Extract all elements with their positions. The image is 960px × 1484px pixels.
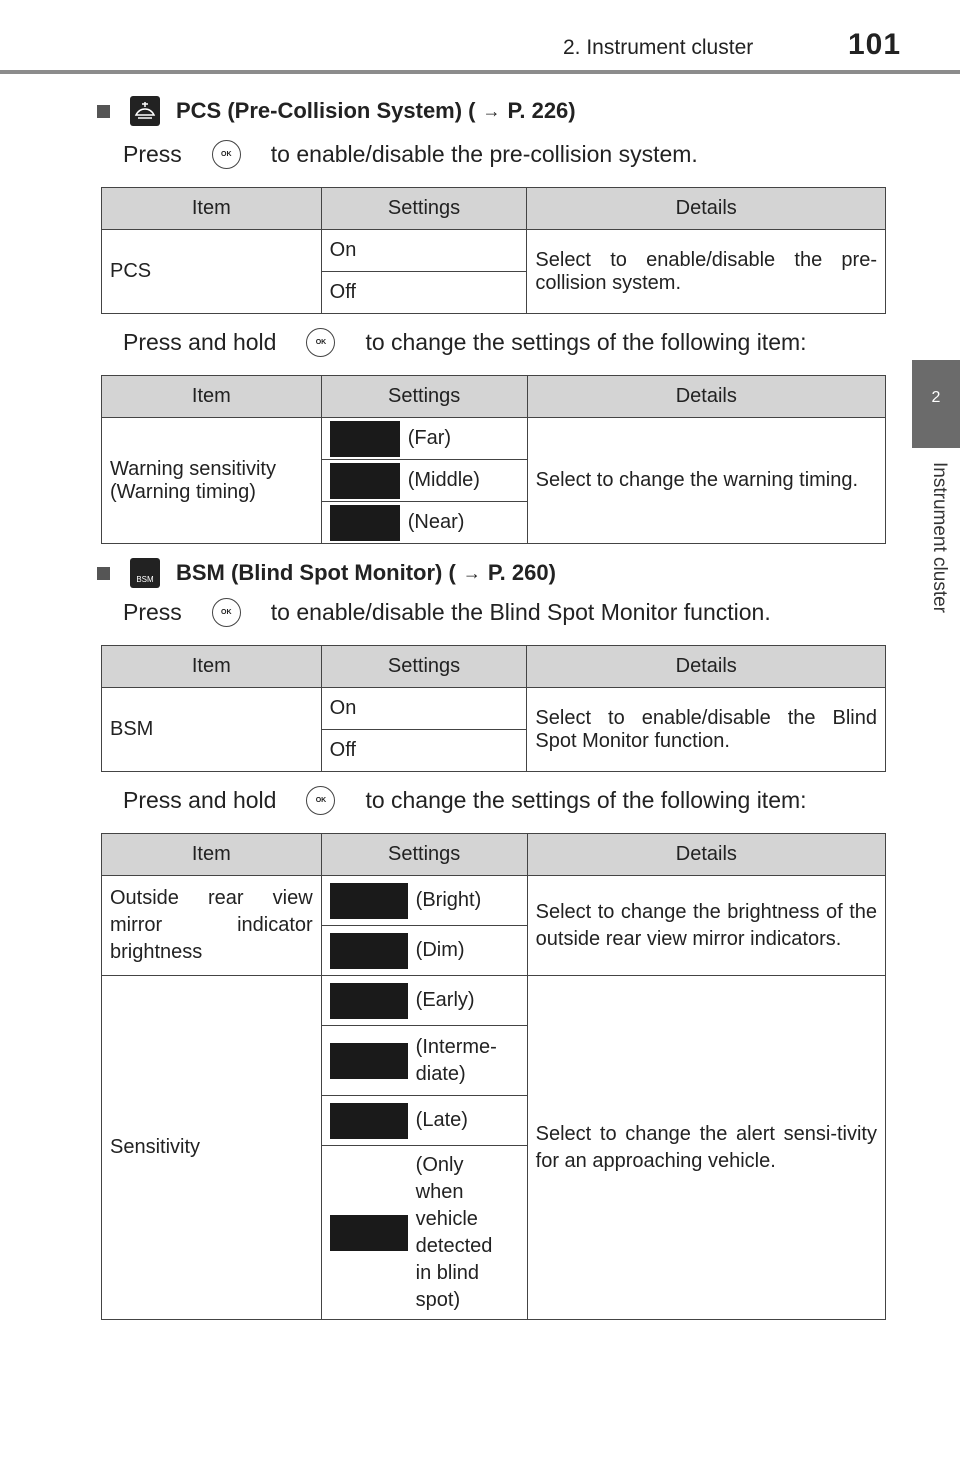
bsm-hold-line: [123, 786, 807, 815]
arrow-icon: →: [482, 100, 501, 121]
col-header-settings: Settings: [321, 834, 527, 876]
setting-cell: On: [321, 230, 527, 272]
ok-button-icon: OK: [306, 328, 335, 357]
sensitivity-early-icon: [330, 983, 408, 1019]
setting-label: (Only when vehicle detected in blind spot): [415, 1153, 493, 1311]
pcs-heading-text: PCS (Pre-Collision System) (: [176, 98, 476, 123]
setting-cell: On: [321, 688, 527, 730]
press-hold-text: Press and hold: [123, 787, 277, 813]
ok-button-icon: OK: [306, 786, 335, 815]
bsm-page-ref: P. 260): [487, 560, 556, 585]
ok-button-icon: OK: [212, 598, 241, 627]
col-header-item: Item: [102, 188, 322, 230]
setting-cell: Off: [321, 272, 527, 314]
setting-label: (Near): [407, 511, 465, 533]
header-rule: [0, 70, 960, 74]
details-cell: Select to enable/disable the Blind Spot Monitor function.: [527, 688, 886, 772]
details-cell: Select to change the warning timing.: [527, 418, 885, 544]
running-header: 2. Instrument cluster: [563, 36, 754, 59]
brightness-bright-icon: [330, 883, 408, 919]
col-header-details: Details: [527, 376, 885, 418]
item-cell: Outside rear view mirror indicator brightness: [102, 876, 322, 976]
pcs-page-ref: P. 226): [507, 98, 576, 123]
bsm-sensitivity-table: [101, 833, 886, 1320]
press-instruction: to enable/disable the pre-collision system.: [270, 141, 698, 167]
setting-cell: Off: [321, 730, 527, 772]
pcs-icon: [130, 96, 160, 126]
setting-label: (Bright): [415, 889, 482, 911]
chapter-tab: 2: [912, 360, 960, 448]
setting-label: (Middle): [407, 469, 480, 491]
setting-label: (Late): [415, 1109, 468, 1131]
sensitivity-intermediate-icon: [330, 1043, 408, 1079]
pcs-heading: [97, 96, 576, 126]
chapter-tab-label: Instrument cluster: [929, 462, 950, 613]
press-hold-instruction: to change the settings of the following item:: [365, 329, 807, 355]
press-hold-instruction: to change the settings of the following item:: [365, 787, 807, 813]
press-text: Press: [123, 141, 182, 167]
bsm-heading: [97, 558, 556, 588]
ok-button-icon: OK: [212, 140, 241, 169]
bsm-icon: [130, 558, 160, 588]
chapter-tab-label-area: [912, 452, 960, 652]
press-hold-text: Press and hold: [123, 329, 277, 355]
bsm-press-line: [123, 598, 771, 627]
pcs-press-line: [123, 140, 698, 169]
setting-label: (Far): [407, 427, 452, 449]
col-header-settings: Settings: [321, 376, 527, 418]
page-number: 101: [848, 28, 902, 61]
bullet-square-icon: [97, 105, 110, 118]
details-cell: Select to enable/disable the pre-collision system.: [527, 230, 886, 314]
press-instruction: to enable/disable the Blind Spot Monitor function.: [270, 599, 771, 625]
col-header-settings: Settings: [321, 188, 527, 230]
bullet-square-icon: [97, 567, 110, 580]
brightness-dim-icon: [330, 933, 408, 969]
details-cell: Select to change the alert sensi-tivity for an approaching vehicle.: [527, 976, 885, 1320]
pcs-sensitivity-table: [101, 375, 886, 544]
col-header-details: Details: [527, 834, 885, 876]
setting-label: (Dim): [415, 939, 465, 961]
bsm-icon-text: BSM: [136, 574, 154, 584]
item-cell: Warning sensitivity (Warning timing): [102, 418, 322, 544]
setting-label: (Early): [415, 989, 475, 1011]
col-header-details: Details: [527, 646, 886, 688]
item-cell: BSM: [102, 688, 322, 772]
pcs-settings-table: [101, 187, 886, 314]
col-header-details: Details: [527, 188, 886, 230]
press-text: Press: [123, 599, 182, 625]
warning-timing-icon: [330, 505, 400, 541]
col-header-item: Item: [102, 834, 322, 876]
sensitivity-late-icon: [330, 1103, 408, 1139]
warning-timing-icon: [330, 421, 400, 457]
sensitivity-only-detected-icon: [330, 1215, 408, 1251]
arrow-icon: →: [462, 562, 481, 583]
warning-timing-icon: [330, 463, 400, 499]
setting-label: (Interme-diate): [415, 1035, 497, 1085]
item-cell: PCS: [102, 230, 322, 314]
bsm-settings-table: [101, 645, 886, 772]
col-header-item: Item: [102, 646, 322, 688]
item-cell: Sensitivity: [102, 976, 322, 1320]
pcs-hold-line: [123, 328, 807, 357]
details-cell: Select to change the brightness of the outside rear view mirror indicators.: [527, 876, 885, 976]
col-header-item: Item: [102, 376, 322, 418]
bsm-heading-text: BSM (Blind Spot Monitor) (: [176, 560, 456, 585]
col-header-settings: Settings: [321, 646, 527, 688]
